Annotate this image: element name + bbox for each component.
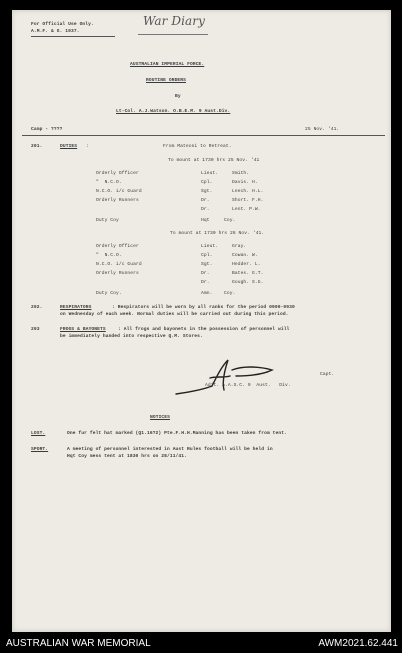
duty-name: Short. F.H. xyxy=(232,198,264,203)
notice-text: One fur felt hat marked (Q1.16?2) Pte.F.H.H.Manning has been taken from tent. xyxy=(67,431,287,436)
duty-role: Orderly Runners xyxy=(96,271,139,276)
duty-rank: Cpl. xyxy=(201,253,213,258)
duty-name: Davis. H. xyxy=(232,180,258,185)
duty-role: N.C.O. i/c Guard xyxy=(96,262,142,267)
section-text: : All frogs and bayonets in the possession of personnel will xyxy=(118,327,290,332)
section-number: 203 xyxy=(31,327,40,332)
duty-rank: Dr. xyxy=(201,271,210,276)
notice-label: LOST. xyxy=(31,431,46,436)
section-text: be immediately handed into respective Q.M. Stores. xyxy=(60,334,203,339)
document-page: For Official Use Only. A.M.F. & G. 1937. War Diary AUSTRALIAN IMPERIAL FORCE. ROUTINE ORDERS By Lt-Col. A.J.Watson. O.B.E.M. 9 Aust.Div. Camp - ???? 25 Nov. '41. 201. DUTIES : From Mateoni to Retreat. To mount at 1730 hrs 25 Nov. '41 Orderly Officer Lieut. Smith. " N.C.O. Cpl. Davis. H. N.C.O. i/c Guard Sgt. Leech. H.L. Orderly Runners Dr. Short. F.H. Dr. Lent. P.W. Duty Coy Hqt Coy. To mount at 1730 hrs 26 Nov. '41. Orderly Officer Lieut. Gray. " N.C.O. Cpl. Cowan. W. N.C.O. i/c Guard Sgt. Hedder. L. Orderly Runners Dr. Bates. G.T. Dr. Gough. S.G. Duty Coy. Amn. Coy. 202. RESPIRATORS : Respirators will be worn by all ranks for the period 0900-0930 on Wednesday of each week. Normal duties will be carried out during this period. 203 FROGS & BAYONETS : All frogs and bayonets in the possession of personnel will be immediately handed into respective Q.M. Stores. Capt. Adjt. A.A.S.C. 9 Aust. Div. NOTICES LOST. One fur felt hat marked (Q1.16?2) Pte.F.H.H.Manning has been taken from tent. SPORT. A meeting of personnel interested in Aust Rules football will be held in Hqt Coy mess tent at 1830 hrs on 28/11/41. xyxy=(12,10,391,632)
duty-role: Duty Coy. xyxy=(96,291,122,296)
mount-time-1: To mount at 1730 hrs 25 Nov. '41 xyxy=(168,158,260,163)
handwritten-signature xyxy=(172,356,282,404)
duty-name: Gough. S.G. xyxy=(232,280,264,285)
section-title: FROGS & BAYONETS xyxy=(60,327,106,332)
duty-rank: Lieut. xyxy=(201,244,219,249)
header-rule xyxy=(31,36,115,37)
duty-role: Duty Coy xyxy=(96,218,119,223)
section-title: DUTIES xyxy=(60,144,78,149)
official-use-line-2: A.M.F. & G. 1937. xyxy=(31,29,80,34)
duty-rank: Amn. xyxy=(201,291,213,296)
duty-name: Gray. xyxy=(232,244,247,249)
section-text: : Respirators will be worn by all ranks for the period 0900-0930 xyxy=(112,305,295,310)
duty-role: Orderly Officer xyxy=(96,244,139,249)
duty-name: Coy. xyxy=(224,291,236,296)
section-number: 201. xyxy=(31,144,43,149)
duty-role: " N.C.O. xyxy=(96,253,122,258)
duty-role: Orderly Officer xyxy=(96,171,139,176)
duty-rank: Dr. xyxy=(201,198,210,203)
duty-role: N.C.O. i/c Guard xyxy=(96,189,142,194)
section-number: 202. xyxy=(31,305,43,310)
force-title: AUSTRALIAN IMPERIAL FORCE. xyxy=(130,62,205,67)
orders-title: ROUTINE ORDERS xyxy=(146,78,186,83)
duties-location: From Mateoni to Retreat. xyxy=(163,144,232,149)
duty-rank: Dr. xyxy=(201,280,210,285)
duty-rank: Hqt xyxy=(201,218,210,223)
section-title: RESPIRATORS xyxy=(60,305,92,310)
notices-heading: NOTICES xyxy=(150,415,170,420)
duty-role: " N.C.O. xyxy=(96,180,122,185)
duty-rank: Lieut. xyxy=(201,171,219,176)
notice-text: Hqt Coy mess tent at 1830 hrs on 28/11/41. xyxy=(67,454,187,459)
signature-rank: Capt. xyxy=(320,372,335,377)
section-text: on Wednesday of each week. Normal duties will be carried out during this period. xyxy=(60,312,289,317)
mount-time-2: To mount at 1730 hrs 26 Nov. '41. xyxy=(170,231,265,236)
duty-rank: Sgt. xyxy=(201,189,213,194)
duty-name: Smith. xyxy=(232,171,250,176)
officer-line: Lt-Col. A.J.Watson. O.B.E.M. 9 Aust.Div. xyxy=(116,109,231,114)
official-use-line: For Official Use Only. xyxy=(31,22,94,27)
duty-role: Orderly Runners xyxy=(96,198,139,203)
footer-credit: AUSTRALIAN WAR MEMORIAL xyxy=(6,638,151,649)
duty-rank: Sgt. xyxy=(201,262,213,267)
duty-name: Coy. xyxy=(224,218,236,223)
camp-label: Camp - ???? xyxy=(31,127,63,132)
document-date: 25 Nov. '41. xyxy=(305,127,340,132)
duty-rank: Cpl. xyxy=(201,180,213,185)
duty-name: Lent. P.W. xyxy=(232,207,261,212)
duty-name: Hedder. L. xyxy=(232,262,261,267)
handwritten-title: War Diary xyxy=(143,14,206,28)
notice-label: SPORT. xyxy=(31,447,49,452)
duty-name: Cowan. W. xyxy=(232,253,258,258)
notice-text: A meeting of personnel interested in Aust Rules football will be held in xyxy=(67,447,273,452)
header-divider xyxy=(22,135,385,136)
handwritten-underline xyxy=(138,34,208,35)
signature-title: Adjt. A.A.S.C. 9 Aust. Div. xyxy=(205,383,291,388)
footer-accession-number: AWM2021.62.441 xyxy=(318,638,398,649)
duty-name: Leech. H.L. xyxy=(232,189,264,194)
duty-name: Bates. G.T. xyxy=(232,271,264,276)
duty-rank: Dr. xyxy=(201,207,210,212)
by-line: By xyxy=(175,94,181,99)
